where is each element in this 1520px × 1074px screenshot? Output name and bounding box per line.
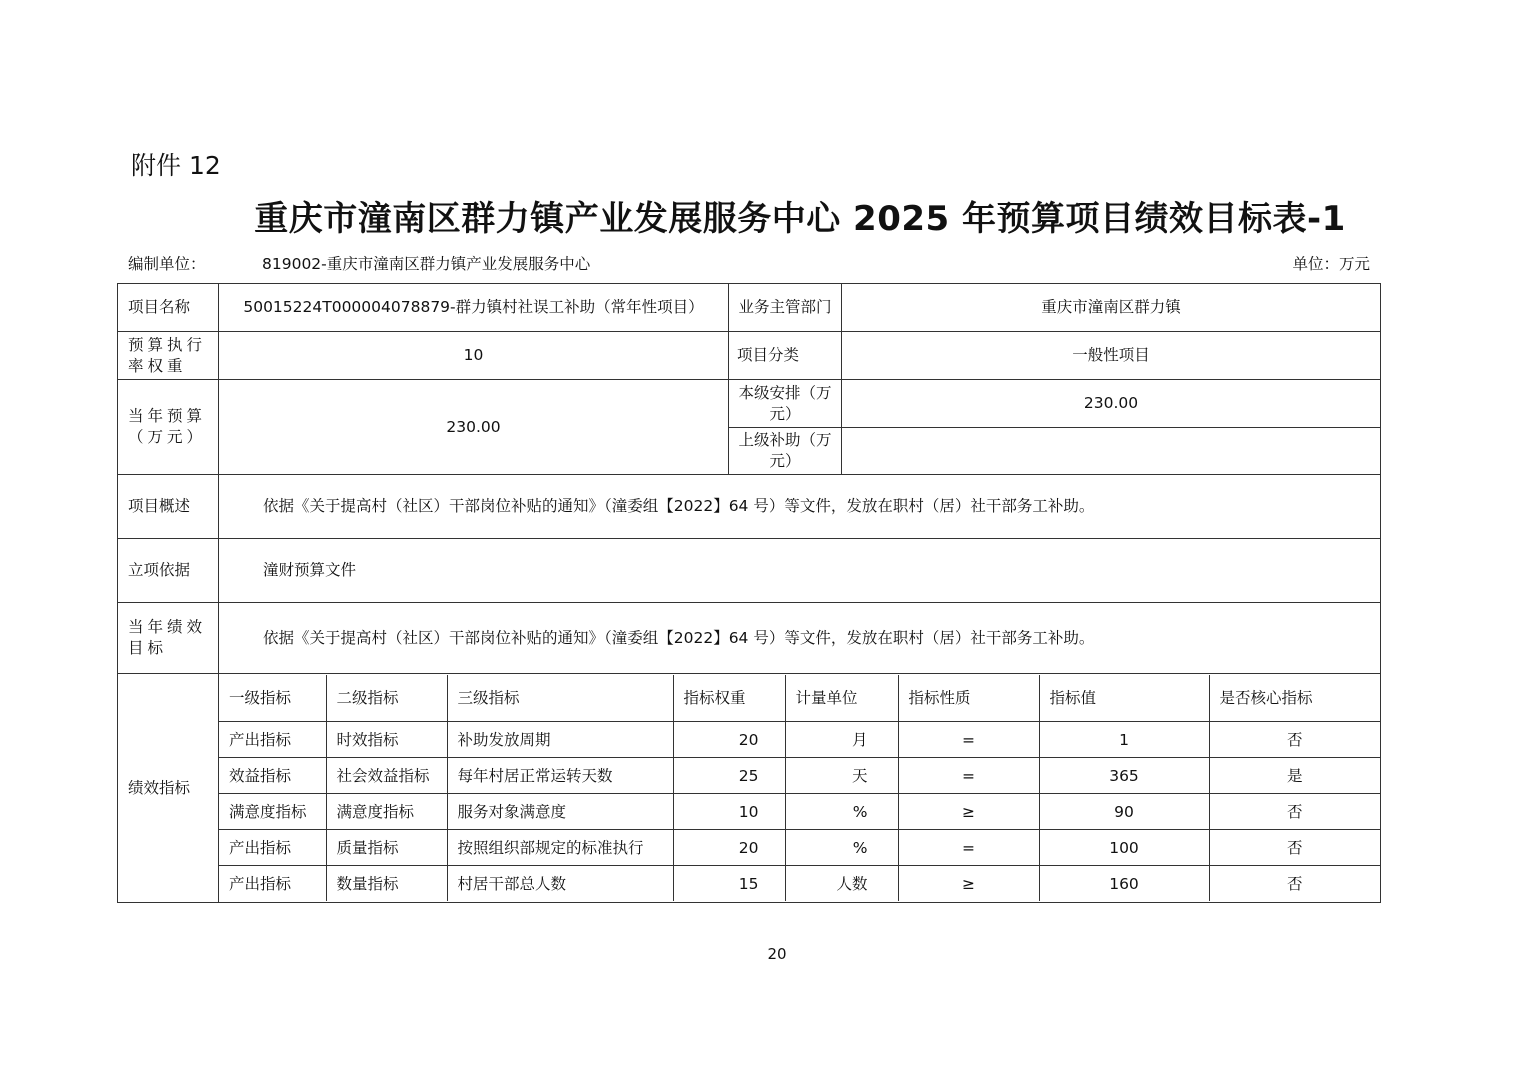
- header-level3: 三级指标: [447, 675, 673, 722]
- dept-label: 业务主管部门: [729, 284, 842, 332]
- project-name-value: 50015224T000004078879-群力镇村社误工补助（常年性项目）: [219, 284, 729, 332]
- header-core: 是否核心指标: [1209, 675, 1380, 722]
- indicator-row: [219, 830, 1380, 866]
- indicator-weight: 15: [673, 866, 785, 902]
- overview-label: 项目概述: [118, 475, 219, 539]
- header-level1: 一级指标: [219, 675, 326, 722]
- budget-label: 当年预算（万元）: [118, 380, 219, 475]
- local-arrangement-value: 230.00: [842, 380, 1381, 428]
- header-unit: 计量单位: [785, 675, 898, 722]
- indicator-level2: 社会效益指标: [326, 758, 447, 794]
- basis-value: 潼财预算文件: [219, 539, 1381, 603]
- category-value: 一般性项目: [842, 332, 1381, 380]
- header-value: 指标值: [1039, 675, 1209, 722]
- indicator-value: 90: [1039, 794, 1209, 830]
- indicator-nature: ≥: [898, 866, 1039, 902]
- indicator-weight: 20: [673, 722, 785, 758]
- upper-subsidy-label: 上级补助（万元）: [729, 428, 842, 475]
- indicator-unit: 天: [785, 758, 898, 794]
- category-label: 项目分类: [729, 332, 842, 380]
- goal-label: 当年绩效目标: [118, 603, 219, 674]
- indicator-nature: ≥: [898, 794, 1039, 830]
- indicator-level2: 满意度指标: [326, 794, 447, 830]
- indicator-level2: 质量指标: [326, 830, 447, 866]
- indicator-core: 否: [1209, 866, 1380, 902]
- indicator-nature: =: [898, 722, 1039, 758]
- indicator-value: 160: [1039, 866, 1209, 902]
- attachment-label: 附件 12: [131, 151, 221, 180]
- indicator-weight: 25: [673, 758, 785, 794]
- basis-label: 立项依据: [118, 539, 219, 603]
- header-level2: 二级指标: [326, 675, 447, 722]
- indicator-value: 1: [1039, 722, 1209, 758]
- weight-value: 10: [219, 332, 729, 380]
- budget-value: 230.00: [219, 380, 729, 475]
- indicator-weight: 20: [673, 830, 785, 866]
- indicator-unit: 月: [785, 722, 898, 758]
- indicator-level1: 产出指标: [219, 830, 326, 866]
- indicator-level3: 按照组织部规定的标准执行: [447, 830, 673, 866]
- upper-subsidy-value: [842, 428, 1381, 475]
- indicator-value: 365: [1039, 758, 1209, 794]
- indicator-value: 100: [1039, 830, 1209, 866]
- indicator-level1: 产出指标: [219, 722, 326, 758]
- indicator-row: [219, 866, 1380, 902]
- indicator-core: 否: [1209, 830, 1380, 866]
- indicator-level3: 服务对象满意度: [447, 794, 673, 830]
- weight-label: 预算执行率权重: [118, 332, 219, 380]
- indicators-cell: [219, 674, 1381, 903]
- indicator-level2: 时效指标: [326, 722, 447, 758]
- unit-name: 819002-重庆市潼南区群力镇产业发展服务中心: [262, 255, 591, 273]
- unit-label: 编制单位：: [128, 255, 206, 273]
- indicators-header-row: [219, 675, 1380, 722]
- project-name-label: 项目名称: [118, 284, 219, 332]
- indicator-level3: 补助发放周期: [447, 722, 673, 758]
- currency-unit: 单位：万元: [1292, 255, 1370, 273]
- indicator-core: 否: [1209, 722, 1380, 758]
- local-arrangement-label: 本级安排（万元）: [729, 380, 842, 428]
- indicator-row: [219, 758, 1380, 794]
- indicator-level1: 产出指标: [219, 866, 326, 902]
- indicator-level1: 效益指标: [219, 758, 326, 794]
- indicator-level1: 满意度指标: [219, 794, 326, 830]
- indicator-core: 否: [1209, 794, 1380, 830]
- indicator-nature: =: [898, 830, 1039, 866]
- indicator-level3: 村居干部总人数: [447, 866, 673, 902]
- indicator-unit: %: [785, 794, 898, 830]
- dept-value: 重庆市潼南区群力镇: [842, 284, 1381, 332]
- overview-value: 依据《关于提高村（社区）干部岗位补贴的通知》（潼委组【2022】64 号）等文件，发放在职村（居）社干部务工补助。: [219, 475, 1381, 539]
- header-nature: 指标性质: [898, 675, 1039, 722]
- indicator-level2: 数量指标: [326, 866, 447, 902]
- indicators-label: 绩效指标: [118, 674, 219, 903]
- page-title: 重庆市潼南区群力镇产业发展服务中心 2025 年预算项目绩效目标表-1: [254, 199, 1346, 239]
- indicator-row: [219, 722, 1380, 758]
- indicators-table: [219, 675, 1380, 901]
- indicator-row: [219, 794, 1380, 830]
- indicator-nature: =: [898, 758, 1039, 794]
- performance-table: [117, 283, 1381, 903]
- indicator-unit: %: [785, 830, 898, 866]
- indicator-unit: 人数: [785, 866, 898, 902]
- indicator-level3: 每年村居正常运转天数: [447, 758, 673, 794]
- indicator-weight: 10: [673, 794, 785, 830]
- header-weight: 指标权重: [673, 675, 785, 722]
- indicator-core: 是: [1209, 758, 1380, 794]
- goal-value: 依据《关于提高村（社区）干部岗位补贴的通知》（潼委组【2022】64 号）等文件，发放在职村（居）社干部务工补助。: [219, 603, 1381, 674]
- page-number: 20: [767, 945, 787, 963]
